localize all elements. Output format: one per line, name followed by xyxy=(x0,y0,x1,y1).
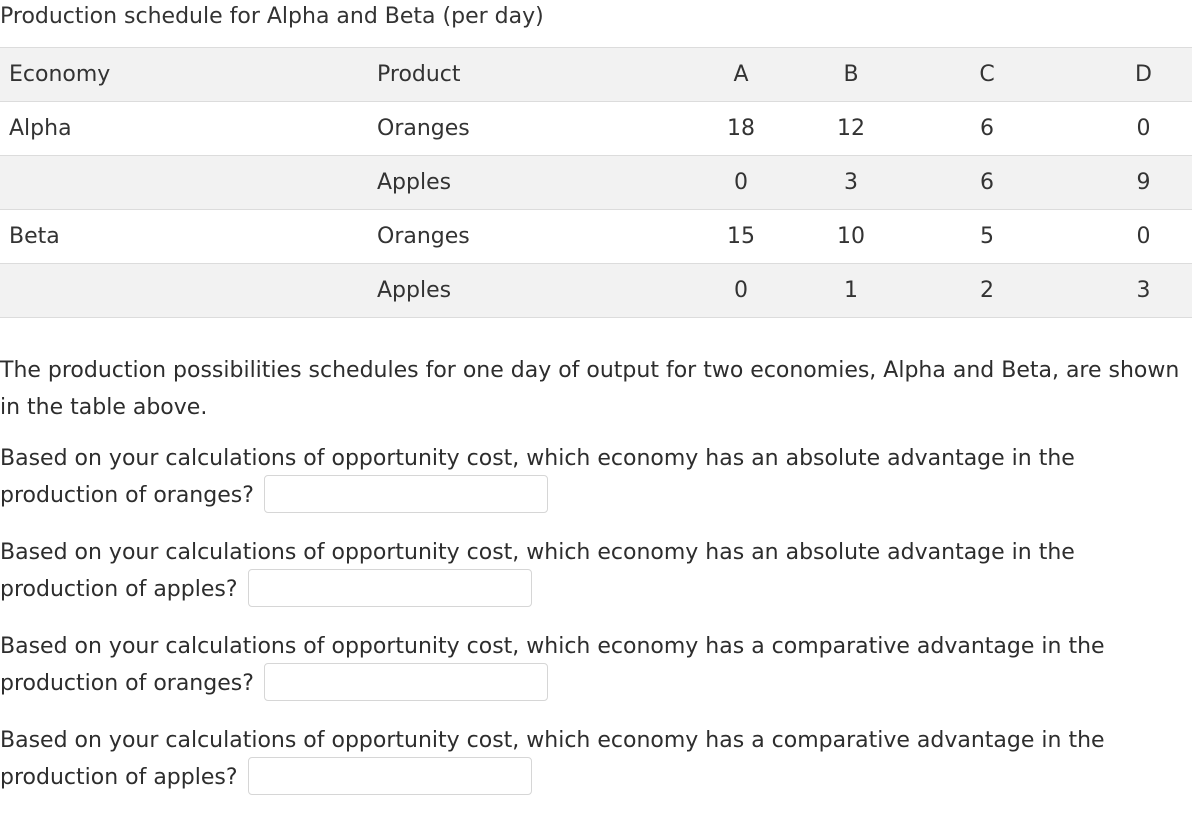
cell-b: 3 xyxy=(783,156,919,210)
cell-product: Oranges xyxy=(368,210,683,264)
cell-b: 12 xyxy=(783,102,919,156)
question-absolute-oranges xyxy=(0,440,1190,515)
cell-economy xyxy=(0,156,368,210)
answer-input-comparative-oranges[interactable] xyxy=(264,663,548,701)
header-economy: Economy xyxy=(0,48,368,102)
table-row xyxy=(0,102,1192,156)
header-b: B xyxy=(783,48,919,102)
cell-a: 15 xyxy=(683,210,783,264)
header-c: C xyxy=(919,48,1055,102)
cell-economy: Alpha xyxy=(0,102,368,156)
cell-a: 0 xyxy=(683,264,783,318)
answer-input-comparative-apples[interactable] xyxy=(248,757,532,795)
question-text: Based on your calculations of opportunity cost, which economy has an absolute advantage in the production of apples? xyxy=(0,540,1075,602)
cell-economy: Beta xyxy=(0,210,368,264)
cell-a: 0 xyxy=(683,156,783,210)
cell-a: 18 xyxy=(683,102,783,156)
table-caption: Production schedule for Alpha and Beta (per day) xyxy=(0,4,544,29)
table-row xyxy=(0,210,1192,264)
table-header-row xyxy=(0,48,1192,102)
question-absolute-apples xyxy=(0,534,1190,609)
header-product: Product xyxy=(368,48,683,102)
header-d: D xyxy=(1055,48,1192,102)
cell-b: 10 xyxy=(783,210,919,264)
cell-c: 6 xyxy=(919,156,1055,210)
answer-input-absolute-apples[interactable] xyxy=(248,569,532,607)
cell-d: 9 xyxy=(1055,156,1192,210)
table-row xyxy=(0,264,1192,318)
cell-c: 2 xyxy=(919,264,1055,318)
question-text: Based on your calculations of opportunity cost, which economy has an absolute advantage in the production of oranges? xyxy=(0,446,1075,508)
cell-b: 1 xyxy=(783,264,919,318)
cell-economy xyxy=(0,264,368,318)
cell-product: Apples xyxy=(368,156,683,210)
production-schedule-table xyxy=(0,47,1192,318)
cell-product: Oranges xyxy=(368,102,683,156)
intro-paragraph: The production possibilities schedules for one day of output for two economies, Alpha and Beta, are shown in the table above. xyxy=(0,358,1180,420)
header-a: A xyxy=(683,48,783,102)
cell-c: 6 xyxy=(919,102,1055,156)
question-comparative-apples xyxy=(0,722,1190,797)
cell-c: 5 xyxy=(919,210,1055,264)
cell-d: 0 xyxy=(1055,102,1192,156)
table-row xyxy=(0,156,1192,210)
answer-input-absolute-oranges[interactable] xyxy=(264,475,548,513)
cell-d: 3 xyxy=(1055,264,1192,318)
question-text: Based on your calculations of opportunity cost, which economy has a comparative advantage in the production of apples? xyxy=(0,728,1105,790)
cell-d: 0 xyxy=(1055,210,1192,264)
cell-product: Apples xyxy=(368,264,683,318)
question-text: Based on your calculations of opportunity cost, which economy has a comparative advantage in the production of oranges? xyxy=(0,634,1105,696)
question-comparative-oranges xyxy=(0,628,1190,703)
